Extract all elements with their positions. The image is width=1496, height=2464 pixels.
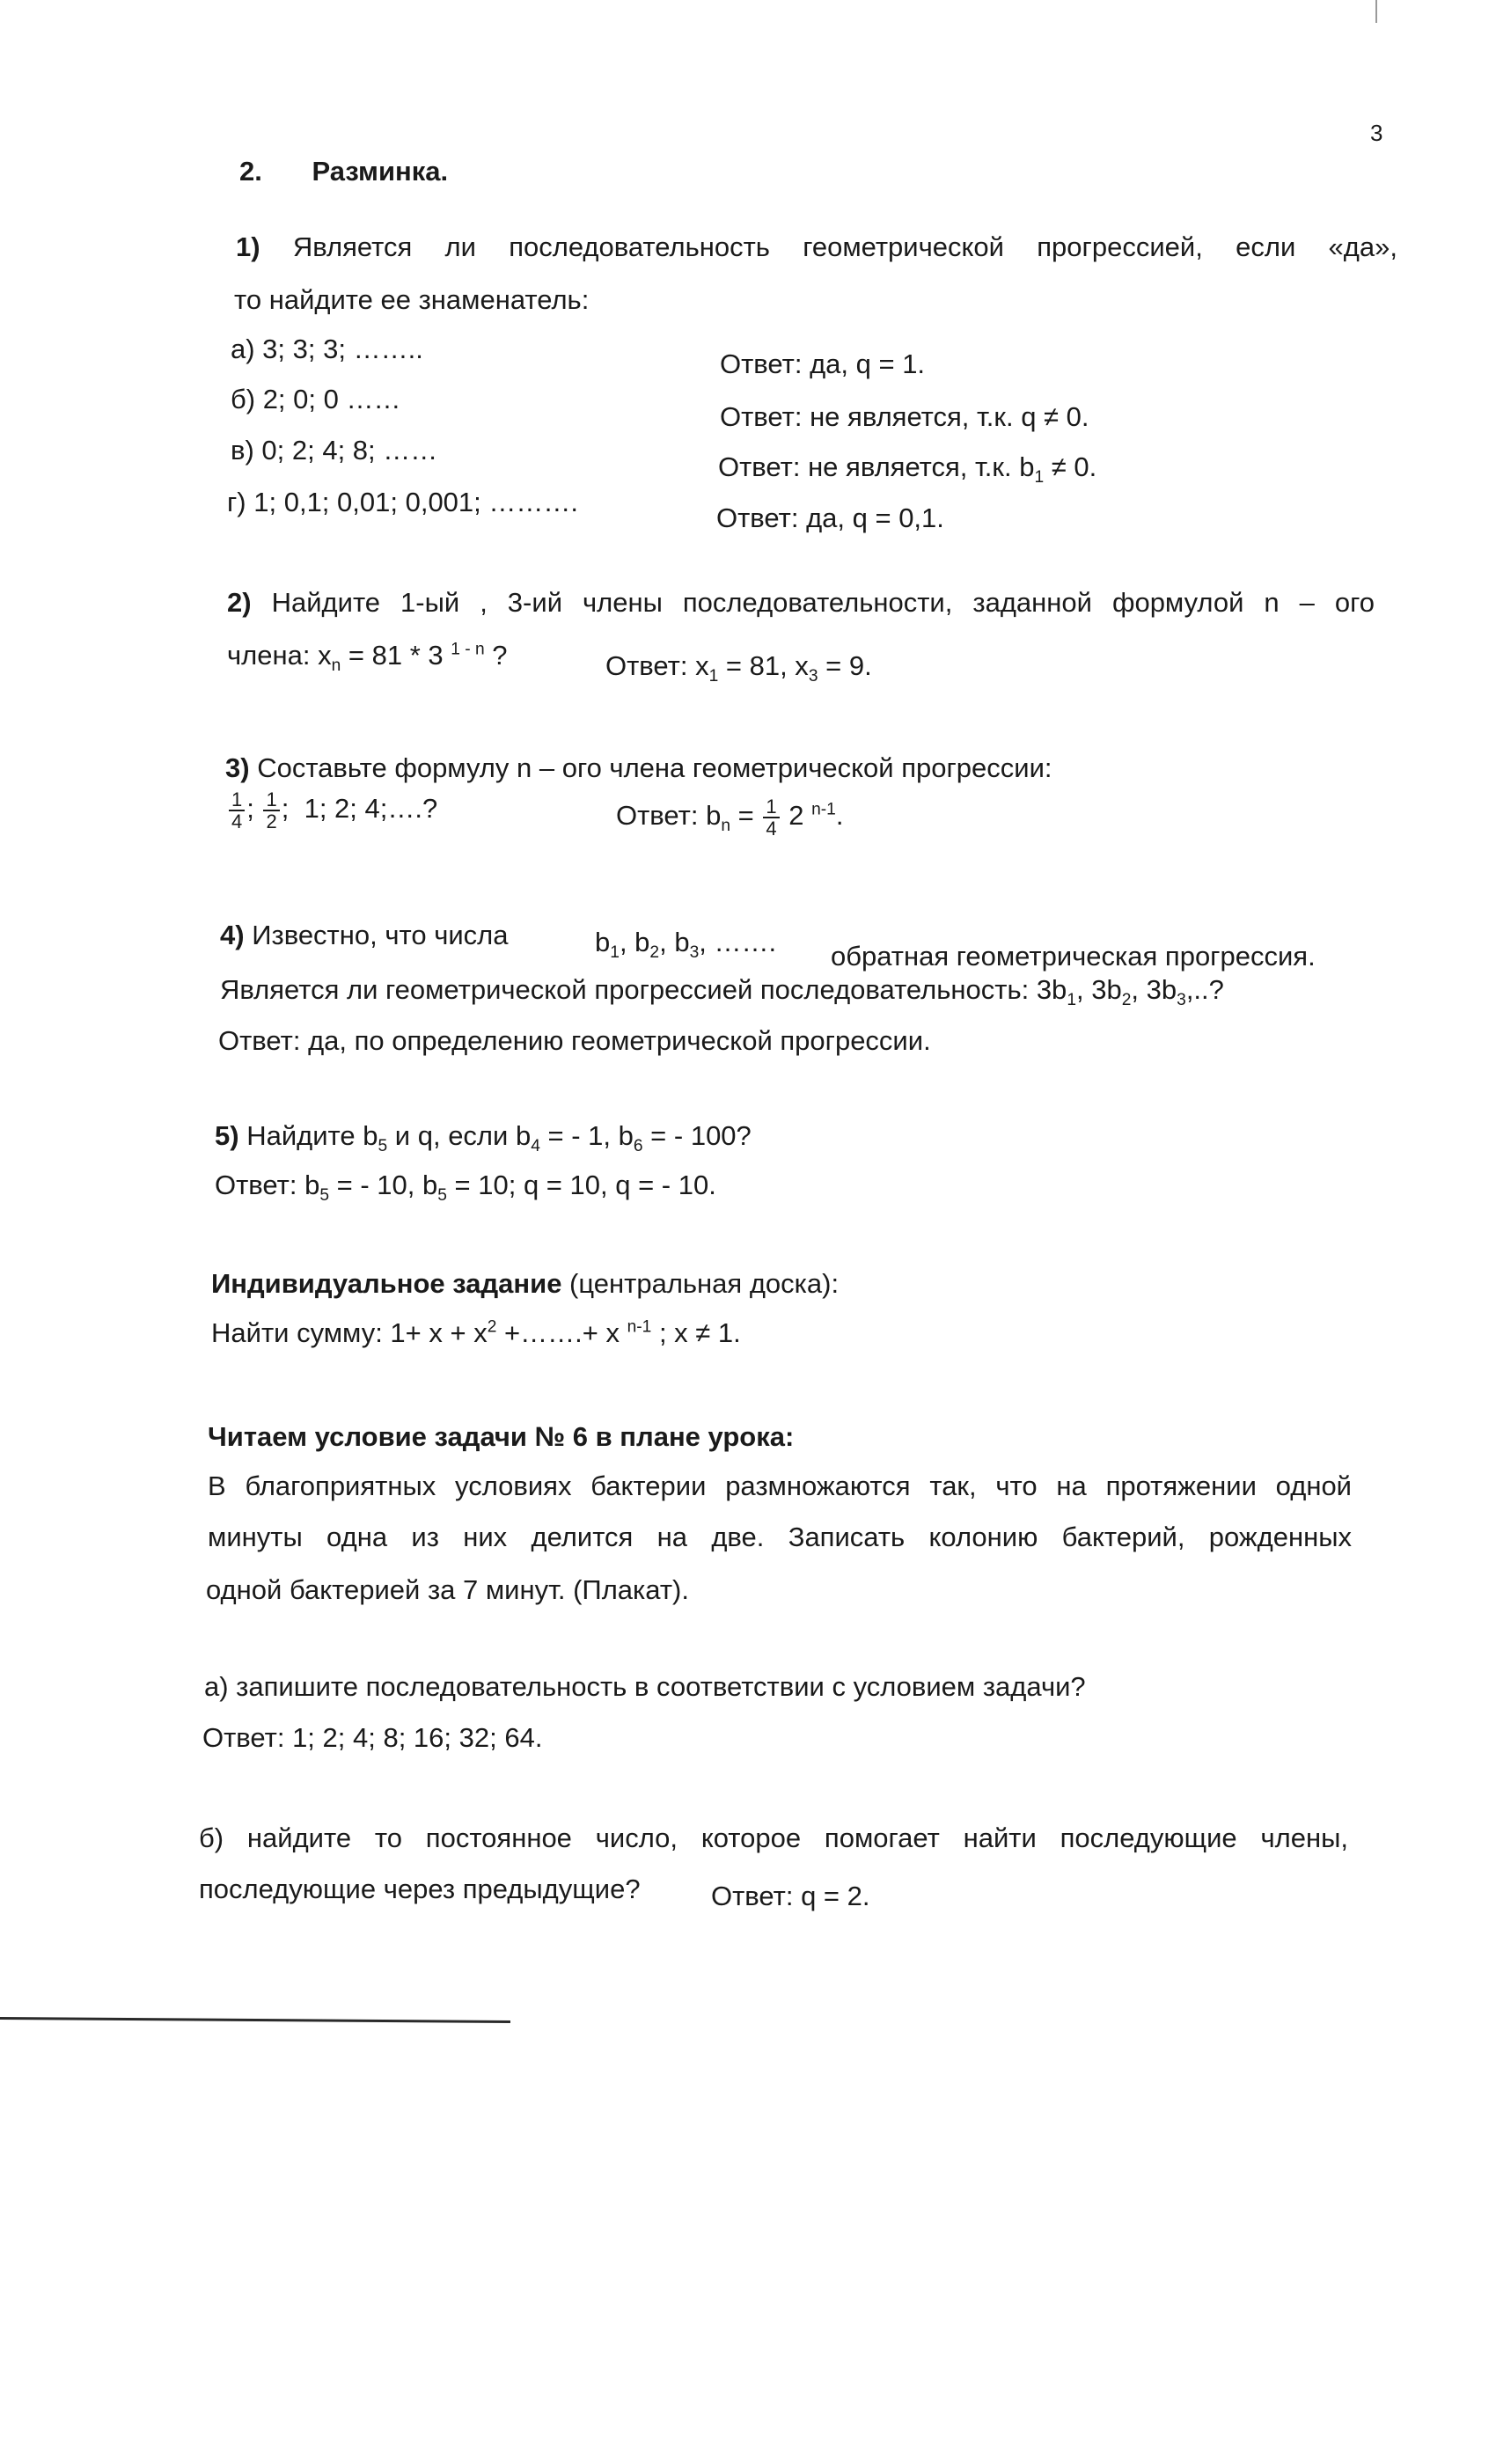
- problem6-title: Читаем условие задачи № 6 в плане урока:: [208, 1421, 795, 1452]
- problem6-line1: В благоприятных условиях бактерии размножаются так, что на протяжении одной: [208, 1470, 1352, 1501]
- scan-mark: [1375, 0, 1377, 23]
- task1-question-line2: то найдите ее знаменатель:: [234, 284, 590, 315]
- problem6-question-a: а) запишите последовательность в соответствии с условием задачи?: [204, 1671, 1086, 1702]
- problem6-question-b: б) найдите то постоянное число, которое помогает найти последующие члены,: [199, 1822, 1348, 1853]
- task2-number: 2): [227, 587, 252, 618]
- problem6-answer-a: Ответ: 1; 2; 4; 8; 16; 32; 64.: [202, 1722, 543, 1753]
- individual-heading: Индивидуальное задание (центральная доска):: [211, 1268, 840, 1299]
- task4-line1-start: 4) Известно, что числа: [220, 920, 509, 950]
- fraction-one-half: $\frac{1}{2}$: [263, 789, 279, 832]
- task2-question: 2) Найдите 1-ый , 3-ий члены последовательности, заданной формулой n – ого: [227, 587, 1375, 618]
- task5-question: 5) Найдите $b_5$ и q, если $b_4$ = - 1, $b_6$ = - 100?: [215, 1120, 752, 1156]
- task3-answer: Ответ: $b_n$ = $\frac{1}{4}$ 2 $^{n-1}$.: [616, 795, 844, 840]
- individual-task: Найти сумму: $1+ x + x^2$ +…….+ x $^{n-1}$ ; x ≠ 1.: [211, 1317, 741, 1348]
- task4-sequence: $b_1$, $b_2$, $b_3$, …….: [595, 927, 777, 963]
- task1-answer-c: Ответ: не является, т.к. $b_1 \ne 0$.: [718, 451, 1097, 488]
- task1-item-a: а) 3; 3; 3; ……..: [231, 334, 423, 364]
- task1-answer-b: Ответ: не является, т.к. q ≠ 0.: [720, 401, 1089, 432]
- problem6-question-b-line2: последующие через предыдущие?: [199, 1874, 641, 1904]
- task3-sequence: $\frac{1}{4}$ ; $\frac{1}{2}$ ; 1; 2; 4;….?: [227, 788, 437, 832]
- task1-question: 1) Является ли последовательность геометрической прогрессией, если «да»,: [236, 231, 1397, 262]
- task5-number: 5): [215, 1120, 239, 1151]
- task4-line2: Является ли геометрической прогрессией последовательность: $3b_1$, $3b_2$, $3b_3$,..?: [220, 974, 1224, 1010]
- task5-answer: Ответ: $b_5$ = - 10, $b_5 = 10$; q = 10, q = - 10.: [215, 1170, 716, 1206]
- task4-line1-end: обратная геометрическая прогрессия.: [831, 941, 1316, 972]
- problem6-line3: одной бактерией за 7 минут. (Плакат).: [206, 1574, 689, 1605]
- section-title: Разминка.: [312, 156, 449, 187]
- task1-answer-d: Ответ: да, q = 0,1.: [716, 502, 944, 533]
- page-number: 3: [1370, 120, 1383, 146]
- task3-question: 3) Составьте формулу n – ого члена геометрической прогрессии:: [225, 752, 1052, 783]
- task3-number: 3): [225, 752, 250, 783]
- task1-answer-a: Ответ: да, q = 1.: [720, 348, 926, 379]
- task1-number: 1): [236, 231, 260, 262]
- task1-item-b: б) 2; 0; 0 ……: [231, 384, 401, 414]
- task2-formula: члена: $x_n = 81 * 3$ $^{1 - n}$ ?: [227, 640, 508, 676]
- problem6-answer-b: Ответ: q = 2.: [711, 1881, 870, 1911]
- individual-title: Индивидуальное задание: [211, 1268, 562, 1299]
- task1-item-d: г) 1; 0,1; 0,01; 0,001; ……….: [227, 487, 579, 517]
- section-number: 2.: [239, 156, 262, 187]
- scan-edge-line: [0, 2017, 510, 2023]
- problem6-line2: минуты одна из них делится на две. Записать колонию бактерий, рожденных: [208, 1522, 1352, 1552]
- fraction-one-quarter: $\frac{1}{4}$: [229, 789, 245, 832]
- fraction-answer: $\frac{1}{4}$: [763, 796, 779, 839]
- task4-answer: Ответ: да, по определению геометрической прогрессии.: [218, 1025, 931, 1056]
- section-heading: [239, 155, 448, 187]
- task2-answer: Ответ: $x_1 = 81$, $x_3 = 9$.: [605, 650, 872, 686]
- task4-number: 4): [220, 920, 245, 950]
- task1-item-c: в) 0; 2; 4; 8; ……: [231, 435, 438, 466]
